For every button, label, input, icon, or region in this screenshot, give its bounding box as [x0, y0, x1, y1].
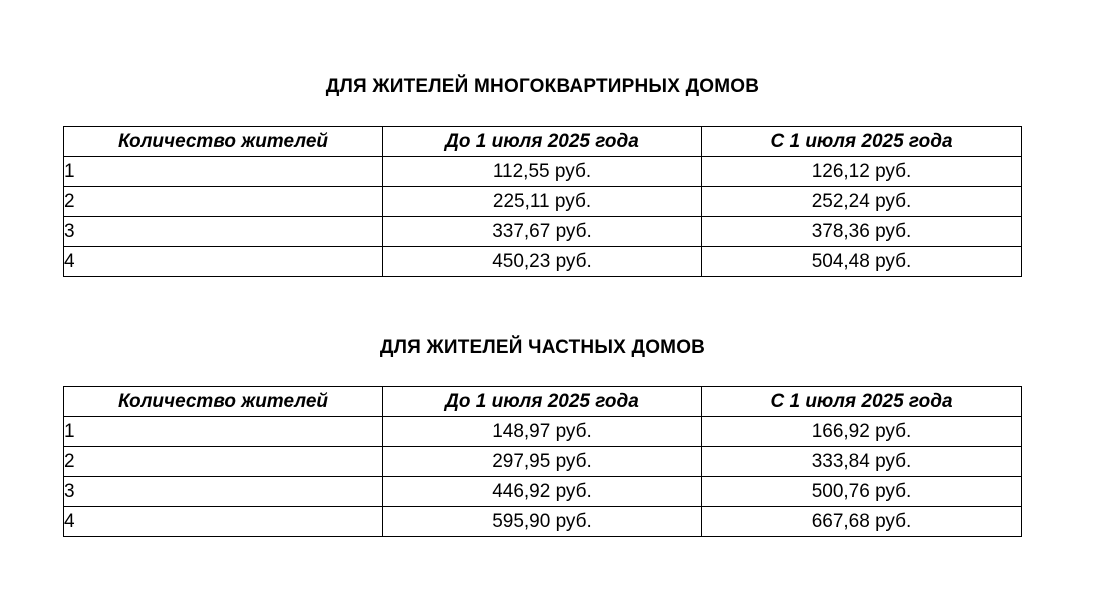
table-row [64, 507, 1022, 537]
residents-count-cell: 3 [64, 477, 383, 507]
section-title-apartments: ДЛЯ ЖИТЕЛЕЙ МНОГОКВАРТИРНЫХ ДОМОВ [325, 76, 760, 97]
price-before-cell: 225,11 руб. [383, 187, 702, 217]
price-before-cell: 595,90 руб. [383, 507, 702, 537]
table-row [64, 247, 1022, 277]
table-row [64, 157, 1022, 187]
price-after-cell: 166,92 руб. [702, 417, 1022, 447]
table-header-row [64, 127, 1022, 157]
column-header-residents: Количество жителей [64, 127, 383, 157]
price-after-cell: 504,48 руб. [702, 247, 1022, 277]
price-before-cell: 446,92 руб. [383, 477, 702, 507]
table-row [64, 217, 1022, 247]
table-row [64, 477, 1022, 507]
price-before-cell: 337,67 руб. [383, 217, 702, 247]
column-header-residents: Количество жителей [64, 387, 383, 417]
price-before-cell: 112,55 руб. [383, 157, 702, 187]
price-after-cell: 667,68 руб. [702, 507, 1022, 537]
column-header-after: С 1 июля 2025 года [702, 127, 1022, 157]
price-before-cell: 450,23 руб. [383, 247, 702, 277]
residents-count-cell: 4 [64, 247, 383, 277]
table-header-row [64, 387, 1022, 417]
residents-count-cell: 2 [64, 187, 383, 217]
residents-count-cell: 1 [64, 417, 383, 447]
price-after-cell: 378,36 руб. [702, 217, 1022, 247]
price-after-cell: 126,12 руб. [702, 157, 1022, 187]
table-row [64, 417, 1022, 447]
price-before-cell: 148,97 руб. [383, 417, 702, 447]
price-after-cell: 500,76 руб. [702, 477, 1022, 507]
column-header-before: До 1 июля 2025 года [383, 387, 702, 417]
table-row [64, 447, 1022, 477]
column-header-after: С 1 июля 2025 года [702, 387, 1022, 417]
table-row [64, 187, 1022, 217]
section-title-private-houses: ДЛЯ ЖИТЕЛЕЙ ЧАСТНЫХ ДОМОВ [379, 337, 706, 358]
residents-count-cell: 4 [64, 507, 383, 537]
price-before-cell: 297,95 руб. [383, 447, 702, 477]
tariff-table-apartments [63, 126, 1022, 277]
residents-count-cell: 2 [64, 447, 383, 477]
column-header-before: До 1 июля 2025 года [383, 127, 702, 157]
residents-count-cell: 3 [64, 217, 383, 247]
price-after-cell: 252,24 руб. [702, 187, 1022, 217]
tariff-table-private-houses [63, 386, 1022, 537]
residents-count-cell: 1 [64, 157, 383, 187]
price-after-cell: 333,84 руб. [702, 447, 1022, 477]
